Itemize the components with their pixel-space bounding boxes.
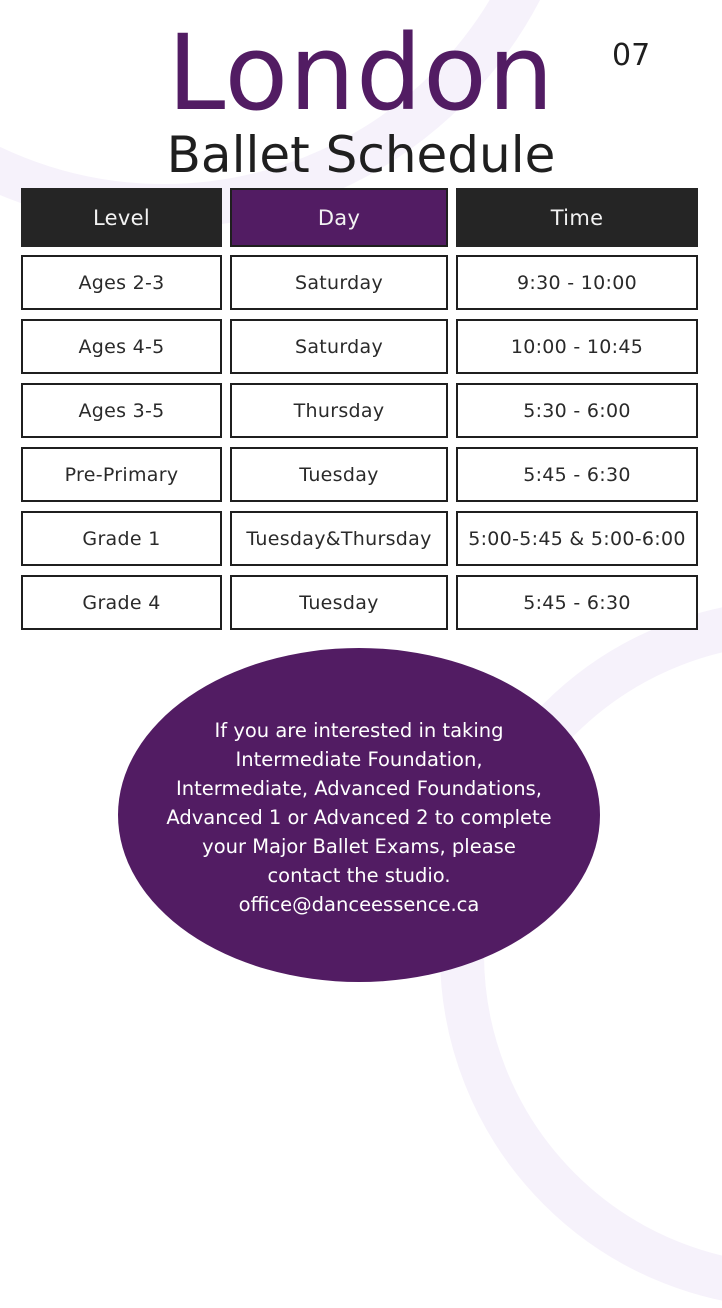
cell-day: Tuesday	[230, 575, 448, 630]
cell-day: Saturday	[230, 255, 448, 310]
info-line: If you are interested in taking	[214, 719, 504, 742]
info-line: Advanced 1 or Advanced 2 to complete	[166, 806, 552, 829]
page-subtitle: Ballet Schedule	[166, 126, 556, 184]
cell-time: 5:45 - 6:30	[456, 575, 698, 630]
info-line: Intermediate, Advanced Foundations,	[176, 777, 542, 800]
cell-day: Thursday	[230, 383, 448, 438]
cell-level: Ages 3-5	[21, 383, 222, 438]
cell-time: 5:45 - 6:30	[456, 447, 698, 502]
info-message	[118, 716, 600, 919]
contact-email: office@danceessence.ca	[238, 893, 480, 916]
cell-level: Pre-Primary	[21, 447, 222, 502]
cell-day: Saturday	[230, 319, 448, 374]
page-number: 07	[612, 38, 651, 73]
cell-day: Tuesday	[230, 447, 448, 502]
cell-time: 5:30 - 6:00	[456, 383, 698, 438]
header-day: Day	[230, 188, 448, 247]
cell-level: Ages 4-5	[21, 319, 222, 374]
info-line: contact the studio.	[267, 864, 451, 887]
cell-time: 10:00 - 10:45	[456, 319, 698, 374]
info-line: your Major Ballet Exams, please	[202, 835, 516, 858]
cell-time: 9:30 - 10:00	[456, 255, 698, 310]
cell-day: Tuesday&Thursday	[230, 511, 448, 566]
cell-level: Grade 4	[21, 575, 222, 630]
header-time: Time	[456, 188, 698, 247]
header-level: Level	[21, 188, 222, 247]
cell-time: 5:00-5:45 & 5:00-6:00	[456, 511, 698, 566]
cell-level: Ages 2-3	[21, 255, 222, 310]
info-line: Intermediate Foundation,	[235, 748, 483, 771]
page-title: London	[167, 12, 555, 134]
cell-level: Grade 1	[21, 511, 222, 566]
